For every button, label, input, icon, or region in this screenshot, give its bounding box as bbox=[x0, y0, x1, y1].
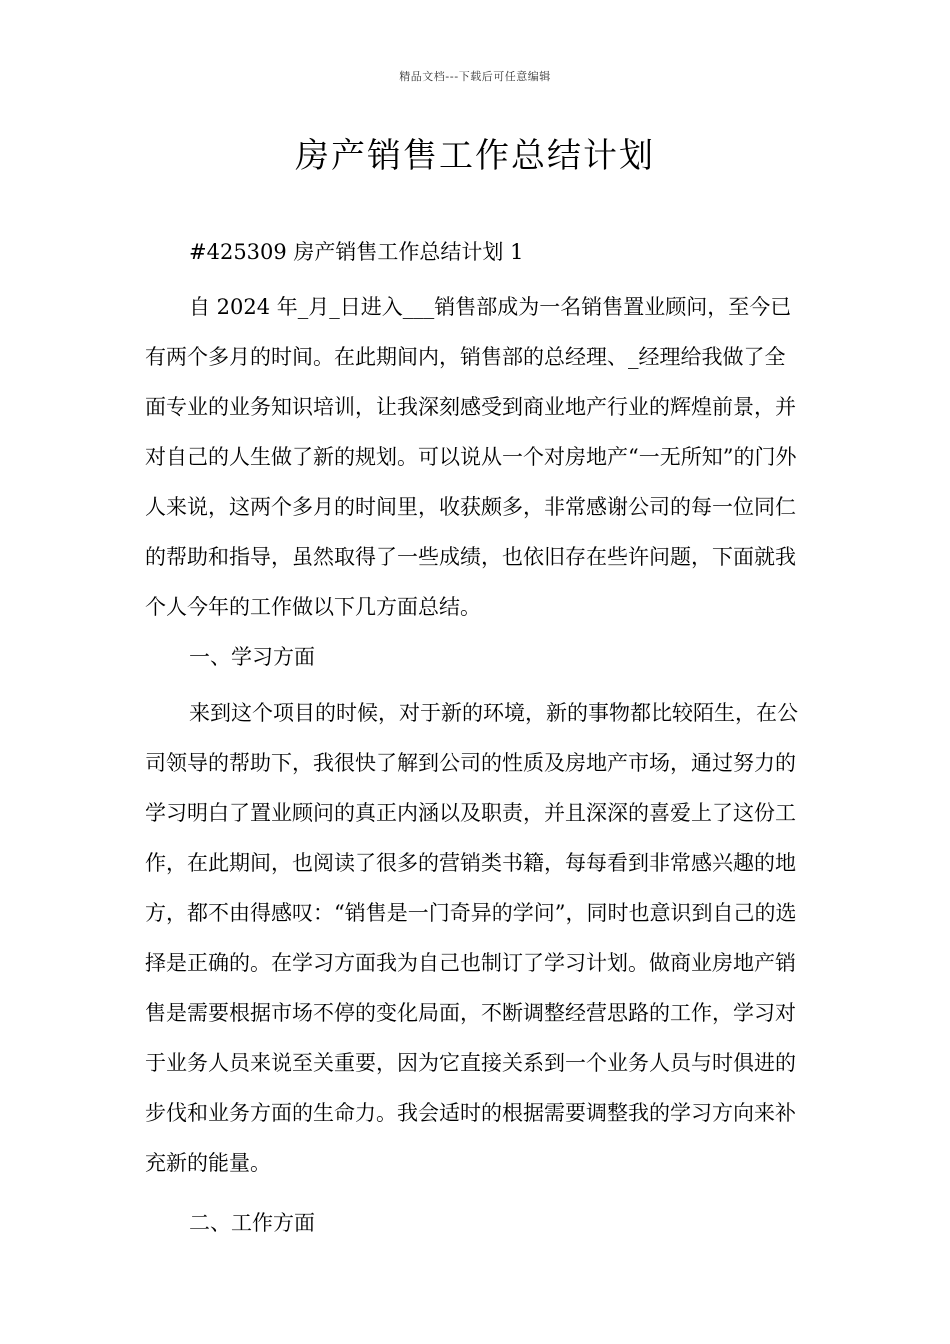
paragraph: 来到这个项目的时候，对于新的环境，新的事物都比较陌生，在公司领导的帮助下，我很快了解到公司的性质及房地产市场，通过努力的学习明白了置业顾问的真正内涵以及职责，并且深深的喜爱上了这份工作，在此期间，也阅读了很多的营销类书籍，每每看到非常感兴趣的地方，都不由得感叹：“销售是一门奇异的学问”，同时也意识到自己的选择是正确的。在学习方面我为自己也制订了学习计划。做商业房地产销售是需要根据市场不停的变化局面，不断调整经营思路的工作，学习对于业务人员来说至关重要，因为它直接关系到一个业务人员与时俱进的步伐和业务方面的生命力。我会适时的根据需要调整我的学习方向来补充新的能量。 bbox=[145, 701, 798, 1175]
paragraph: 自 2024 年_月_日进入___销售部成为一名销售置业顾问，至今已有两个多月的时间。在此期间内，销售部的总经理、_经理给我做了全面专业的业务知识培训，让我深刻感受到商业地产行业的辉煌前景，并对自己的人生做了新的规划。可以说从一个对房地产“一无所知”的门外人来说，这两个多月的时间里，收获颇多，非常感谢公司的每一位同仁的帮助和指导，虽然取得了一些成绩，也依旧存在些许问题，下面就我个人今年的工作做以下几方面总结。 bbox=[145, 295, 797, 619]
document-title: 房产销售工作总结计划 bbox=[295, 136, 655, 176]
section-heading: 一、学习方面 bbox=[189, 645, 315, 669]
section-heading: 二、工作方面 bbox=[189, 1211, 315, 1235]
header-note: 精品文档---下载后可任意编辑 bbox=[399, 70, 551, 83]
document-body bbox=[145, 233, 805, 1242]
document-subtitle: #425309 房产销售工作总结计划 1 bbox=[189, 240, 524, 264]
